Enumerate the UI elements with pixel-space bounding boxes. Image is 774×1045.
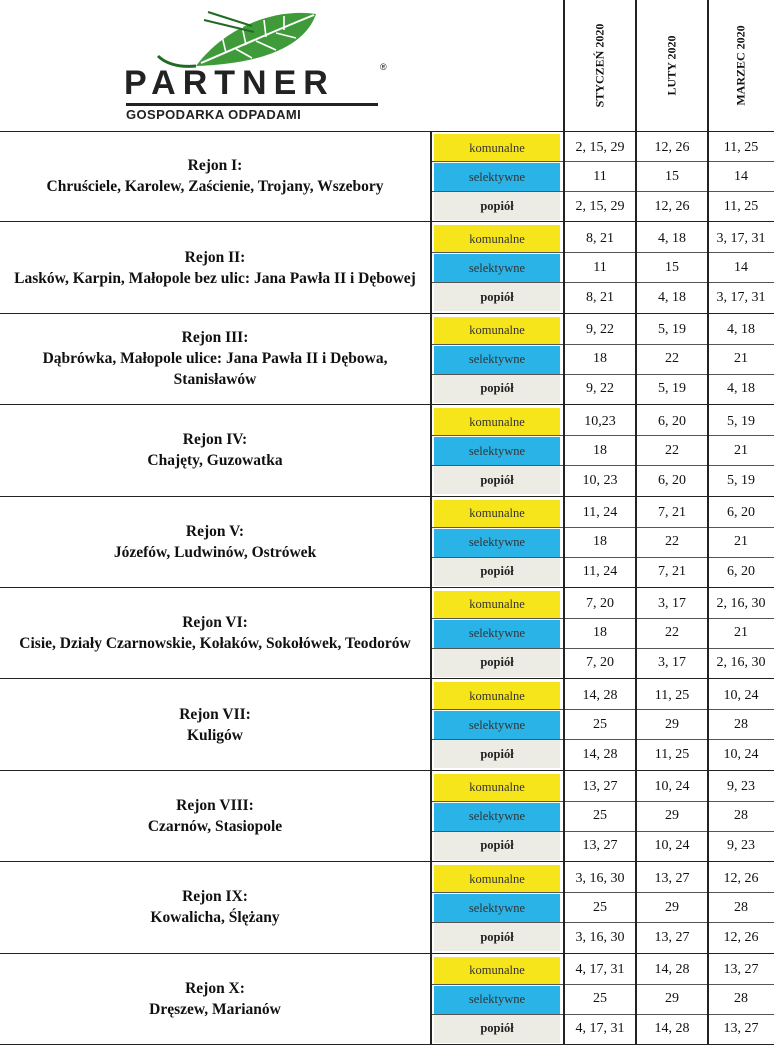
region-places: Lasków, Karpin, Małopole bez ulic: Jana Pawła II i Dębowej bbox=[14, 269, 416, 287]
waste-type-label: selektywne bbox=[434, 986, 560, 1014]
pickup-dates-cell: 2, 15, 29 bbox=[575, 139, 625, 155]
waste-type-label: komunalne bbox=[434, 408, 560, 436]
pickup-dates-cell: 25 bbox=[593, 716, 607, 732]
pickup-dates-cell: 4, 17, 31 bbox=[575, 962, 625, 978]
pickup-dates-cell: 28 bbox=[734, 899, 748, 915]
pickup-dates-cell: 11 bbox=[593, 168, 607, 184]
waste-type-label: popiół bbox=[434, 375, 560, 403]
region-name: Rejon IV: bbox=[182, 431, 248, 449]
pickup-dates-cell: 21 bbox=[734, 625, 748, 641]
region-name: Rejon I: bbox=[187, 157, 243, 175]
region-places: Chajęty, Guzowatka bbox=[147, 452, 283, 470]
pickup-dates-cell: 11, 25 bbox=[723, 139, 759, 155]
pickup-dates-cell: 3, 17 bbox=[658, 596, 686, 612]
pickup-dates-cell: 18 bbox=[593, 351, 607, 367]
row-divider bbox=[430, 618, 774, 619]
waste-type-label: popiół bbox=[434, 1015, 560, 1043]
row-divider bbox=[430, 435, 774, 436]
pickup-dates-cell: 29 bbox=[665, 991, 679, 1007]
pickup-dates-cell: 18 bbox=[593, 442, 607, 458]
registered-mark: ® bbox=[380, 62, 387, 72]
region-row bbox=[0, 314, 774, 405]
pickup-dates-cell: 13, 27 bbox=[723, 1021, 759, 1037]
region-label bbox=[0, 131, 430, 221]
waste-type-label: popiół bbox=[434, 283, 560, 311]
pickup-dates-cell: 13, 27 bbox=[582, 779, 618, 795]
month-label: MARZEC 2020 bbox=[733, 25, 748, 106]
row-divider bbox=[430, 191, 774, 192]
column-divider bbox=[430, 131, 432, 1045]
pickup-dates-cell: 9, 23 bbox=[727, 779, 755, 795]
waste-type-label: komunalne bbox=[434, 682, 560, 710]
month-label: STYCZEŃ 2020 bbox=[592, 23, 607, 108]
region-name: Rejon VII: bbox=[179, 705, 251, 723]
pickup-dates-cell: 10, 23 bbox=[582, 472, 618, 488]
waste-type-label: selektywne bbox=[434, 346, 560, 374]
waste-type-label: komunalne bbox=[434, 134, 560, 162]
pickup-dates-cell: 14, 28 bbox=[582, 746, 618, 762]
waste-type-label: selektywne bbox=[434, 620, 560, 648]
pickup-dates-cell: 12, 26 bbox=[654, 139, 690, 155]
waste-type-label: selektywne bbox=[434, 711, 560, 739]
row-divider bbox=[430, 984, 774, 985]
waste-type-label: selektywne bbox=[434, 437, 560, 465]
waste-type-label: selektywne bbox=[434, 529, 560, 557]
column-divider bbox=[563, 0, 565, 1045]
pickup-dates-cell: 18 bbox=[593, 625, 607, 641]
pickup-dates-cell: 11 bbox=[593, 259, 607, 275]
pickup-dates-cell: 5, 19 bbox=[727, 413, 755, 429]
region-places: Cisie, Działy Czarnowskie, Kołaków, Sokołówek, Teodorów bbox=[19, 635, 411, 653]
pickup-dates-cell: 15 bbox=[665, 259, 679, 275]
pickup-dates-cell: 4, 18 bbox=[727, 381, 755, 397]
pickup-dates-cell: 5, 19 bbox=[658, 322, 686, 338]
pickup-dates-cell: 5, 19 bbox=[658, 381, 686, 397]
row-divider bbox=[430, 1014, 774, 1015]
waste-type-label: popiół bbox=[434, 832, 560, 860]
row-divider bbox=[430, 892, 774, 893]
waste-type-label: selektywne bbox=[434, 803, 560, 831]
pickup-dates-cell: 11, 24 bbox=[582, 505, 618, 521]
region-label bbox=[0, 588, 430, 678]
row-divider bbox=[430, 557, 774, 558]
row-divider bbox=[430, 648, 774, 649]
waste-type-label: komunalne bbox=[434, 317, 560, 345]
region-places: Kowalicha, Ślężany bbox=[150, 909, 280, 927]
waste-type-label: komunalne bbox=[434, 957, 560, 985]
region-row bbox=[0, 588, 774, 679]
region-row bbox=[0, 771, 774, 862]
pickup-dates-cell: 29 bbox=[665, 808, 679, 824]
row-divider bbox=[430, 282, 774, 283]
pickup-dates-cell: 7, 20 bbox=[586, 596, 614, 612]
waste-type-label: komunalne bbox=[434, 774, 560, 802]
pickup-dates-cell: 25 bbox=[593, 808, 607, 824]
regions-table bbox=[0, 131, 774, 1045]
region-row bbox=[0, 222, 774, 313]
region-name: Rejon IX: bbox=[182, 888, 248, 906]
row-divider bbox=[430, 739, 774, 740]
region-row bbox=[0, 954, 774, 1045]
pickup-dates-cell: 18 bbox=[593, 534, 607, 550]
row-divider bbox=[430, 831, 774, 832]
row-divider bbox=[430, 801, 774, 802]
region-row bbox=[0, 131, 774, 222]
pickup-dates-cell: 2, 16, 30 bbox=[716, 596, 766, 612]
pickup-dates-cell: 28 bbox=[734, 991, 748, 1007]
row-divider bbox=[430, 709, 774, 710]
pickup-dates-cell: 8, 21 bbox=[586, 230, 614, 246]
pickup-dates-cell: 21 bbox=[734, 351, 748, 367]
pickup-dates-cell: 29 bbox=[665, 716, 679, 732]
pickup-dates-cell: 13, 27 bbox=[723, 962, 759, 978]
pickup-dates-cell: 14, 28 bbox=[654, 962, 690, 978]
region-row bbox=[0, 405, 774, 496]
region-label bbox=[0, 405, 430, 495]
pickup-dates-cell: 13, 27 bbox=[582, 838, 618, 854]
brand-name: PARTNER bbox=[124, 64, 335, 102]
region-places: Józefów, Ludwinów, Ostrówek bbox=[113, 543, 317, 561]
row-divider bbox=[430, 922, 774, 923]
region-label bbox=[0, 314, 430, 404]
leaf-icon bbox=[156, 6, 322, 68]
region-places: Czarnów, Stasiopole bbox=[147, 817, 283, 835]
pickup-dates-cell: 28 bbox=[734, 808, 748, 824]
pickup-dates-cell: 21 bbox=[734, 534, 748, 550]
pickup-dates-cell: 25 bbox=[593, 991, 607, 1007]
pickup-dates-cell: 11, 25 bbox=[723, 198, 759, 214]
region-name: Rejon X: bbox=[185, 979, 245, 997]
column-divider bbox=[707, 0, 709, 1045]
region-places: Chruściele, Karolew, Zaścienie, Trojany, Wszebory bbox=[46, 178, 384, 196]
region-places: Kuligów bbox=[187, 726, 243, 744]
pickup-dates-cell: 14, 28 bbox=[582, 687, 618, 703]
region-name: Rejon III: bbox=[181, 329, 249, 347]
region-label bbox=[0, 222, 430, 312]
pickup-dates-cell: 9, 22 bbox=[586, 322, 614, 338]
pickup-dates-cell: 2, 16, 30 bbox=[716, 655, 766, 671]
month-header-february bbox=[636, 0, 708, 131]
waste-type-label: popiół bbox=[434, 740, 560, 768]
waste-type-label: komunalne bbox=[434, 225, 560, 253]
pickup-dates-cell: 8, 21 bbox=[586, 289, 614, 305]
pickup-dates-cell: 28 bbox=[734, 716, 748, 732]
pickup-dates-cell: 7, 21 bbox=[658, 564, 686, 580]
pickup-dates-cell: 7, 20 bbox=[586, 655, 614, 671]
region-row bbox=[0, 862, 774, 953]
pickup-dates-cell: 11, 25 bbox=[654, 746, 690, 762]
waste-type-label: selektywne bbox=[434, 163, 560, 191]
month-label: LUTY 2020 bbox=[664, 35, 679, 96]
pickup-dates-cell: 6, 20 bbox=[658, 413, 686, 429]
pickup-dates-cell: 12, 26 bbox=[654, 198, 690, 214]
pickup-dates-cell: 22 bbox=[665, 534, 679, 550]
row-divider bbox=[430, 374, 774, 375]
region-places: Dąbrówka, Małopole ulice: Jana Pawła II i Dębowa, Stanisławów bbox=[42, 350, 388, 389]
region-name: Rejon VI: bbox=[182, 614, 248, 632]
pickup-dates-cell: 5, 19 bbox=[727, 472, 755, 488]
company-logo bbox=[118, 6, 398, 126]
pickup-dates-cell: 14 bbox=[734, 259, 748, 275]
row-divider bbox=[430, 465, 774, 466]
pickup-dates-cell: 6, 20 bbox=[727, 505, 755, 521]
pickup-dates-cell: 3, 16, 30 bbox=[575, 870, 625, 886]
table-header bbox=[0, 0, 774, 132]
waste-type-label: selektywne bbox=[434, 254, 560, 282]
pickup-dates-cell: 22 bbox=[665, 625, 679, 641]
pickup-dates-cell: 4, 18 bbox=[658, 289, 686, 305]
waste-type-label: komunalne bbox=[434, 865, 560, 893]
waste-type-label: popiół bbox=[434, 649, 560, 677]
pickup-dates-cell: 12, 26 bbox=[723, 870, 759, 886]
brand-subtitle: GOSPODARKA ODPADAMI bbox=[126, 107, 302, 122]
waste-type-label: selektywne bbox=[434, 894, 560, 922]
pickup-dates-cell: 25 bbox=[593, 899, 607, 915]
month-header-march bbox=[708, 0, 774, 131]
pickup-dates-cell: 14 bbox=[734, 168, 748, 184]
waste-type-label: komunalne bbox=[434, 591, 560, 619]
pickup-dates-cell: 12, 26 bbox=[723, 929, 759, 945]
pickup-dates-cell: 10, 24 bbox=[654, 779, 690, 795]
region-label bbox=[0, 771, 430, 861]
row-divider bbox=[430, 252, 774, 253]
pickup-dates-cell: 3, 17 bbox=[658, 655, 686, 671]
waste-type-label: popiół bbox=[434, 923, 560, 951]
pickup-dates-cell: 9, 23 bbox=[727, 838, 755, 854]
waste-type-label: popiół bbox=[434, 558, 560, 586]
pickup-dates-cell: 4, 17, 31 bbox=[575, 1021, 625, 1037]
region-label bbox=[0, 679, 430, 769]
pickup-dates-cell: 15 bbox=[665, 168, 679, 184]
pickup-dates-cell: 6, 20 bbox=[727, 564, 755, 580]
pickup-dates-cell: 6, 20 bbox=[658, 472, 686, 488]
pickup-dates-cell: 10, 24 bbox=[654, 838, 690, 854]
pickup-dates-cell: 22 bbox=[665, 351, 679, 367]
waste-type-label: popiół bbox=[434, 466, 560, 494]
pickup-dates-cell: 9, 22 bbox=[586, 381, 614, 397]
pickup-dates-cell: 10, 24 bbox=[723, 746, 759, 762]
region-name: Rejon V: bbox=[185, 522, 245, 540]
pickup-dates-cell: 13, 27 bbox=[654, 870, 690, 886]
region-name: Rejon II: bbox=[184, 248, 246, 266]
pickup-dates-cell: 13, 27 bbox=[654, 929, 690, 945]
pickup-dates-cell: 10, 24 bbox=[723, 687, 759, 703]
month-header-january bbox=[564, 0, 636, 131]
region-name: Rejon VIII: bbox=[176, 796, 254, 814]
region-row bbox=[0, 497, 774, 588]
pickup-dates-cell: 14, 28 bbox=[654, 1021, 690, 1037]
pickup-dates-cell: 7, 21 bbox=[658, 505, 686, 521]
row-divider bbox=[430, 527, 774, 528]
pickup-dates-cell: 11, 24 bbox=[582, 564, 618, 580]
column-divider bbox=[635, 0, 637, 1045]
region-label bbox=[0, 954, 430, 1044]
region-row bbox=[0, 679, 774, 770]
pickup-dates-cell: 29 bbox=[665, 899, 679, 915]
waste-type-label: popiół bbox=[434, 192, 560, 220]
waste-type-label: komunalne bbox=[434, 500, 560, 528]
row-divider bbox=[430, 344, 774, 345]
pickup-dates-cell: 2, 15, 29 bbox=[575, 198, 625, 214]
brand-underline bbox=[126, 103, 378, 106]
pickup-dates-cell: 22 bbox=[665, 442, 679, 458]
region-places: Dręszew, Marianów bbox=[149, 1000, 281, 1018]
pickup-dates-cell: 4, 18 bbox=[727, 322, 755, 338]
pickup-dates-cell: 11, 25 bbox=[654, 687, 690, 703]
pickup-dates-cell: 3, 17, 31 bbox=[716, 289, 766, 305]
pickup-dates-cell: 3, 16, 30 bbox=[575, 929, 625, 945]
row-divider bbox=[430, 161, 774, 162]
region-label bbox=[0, 862, 430, 952]
pickup-dates-cell: 3, 17, 31 bbox=[716, 230, 766, 246]
pickup-dates-cell: 10,23 bbox=[584, 413, 616, 429]
region-label bbox=[0, 497, 430, 587]
pickup-dates-cell: 4, 18 bbox=[658, 230, 686, 246]
pickup-dates-cell: 21 bbox=[734, 442, 748, 458]
